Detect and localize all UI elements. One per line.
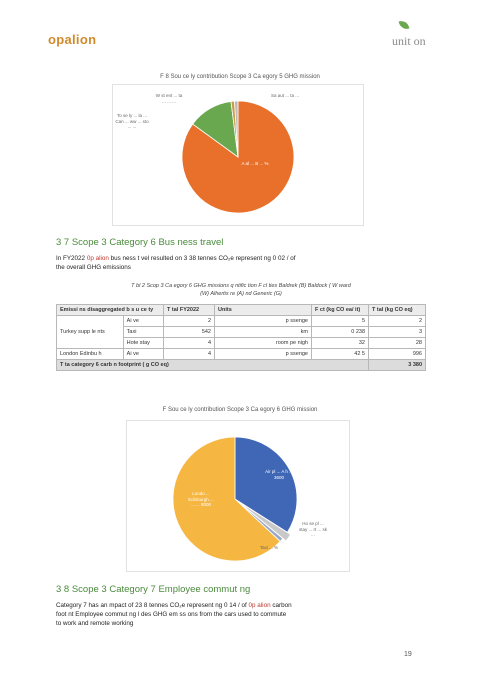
para-text: the overall GHG emissions [56, 264, 131, 271]
figure-2-caption: F Sou ce ly contribution Scope 3 Ca egory 6 GHG mission [162, 407, 318, 413]
pie2-label-right: Ho se pl ... stay ... rt ... sk ... [299, 521, 328, 537]
table-row [57, 349, 426, 360]
cell: 28 [369, 338, 426, 349]
pie2-label-bottom: Taxi ... % [259, 545, 279, 550]
cell: Hote stay [123, 338, 163, 349]
section-3-8-paragraph [56, 601, 426, 628]
unit-logo: unit on [392, 34, 426, 48]
header-cell: T tal FY2022 [164, 305, 215, 316]
table-caption-line: (W) Alhertis re (A) nd Generic (G) [200, 291, 282, 297]
para-text: foot nt Employee commut ng l des GHG em ss ons from the cars used to commute [56, 611, 287, 618]
total-value: 3 380 [369, 360, 426, 371]
pie-chart-2 [127, 421, 349, 571]
opalion-logo: opalion [48, 32, 97, 47]
header-cell: F ct (kg CO ea/ it) [312, 305, 369, 316]
group-cell: London Edinbu h [57, 349, 124, 360]
section-3-7-paragraph [56, 254, 426, 272]
para-text: bus ness t vel resulted on 3 38 tennes CO₂e represent ng 0 02 / of [108, 255, 296, 262]
header-cell: Emissi ns disaggregated b s u ce ty [57, 305, 164, 316]
emissions-table [56, 304, 426, 371]
cell: 32 [312, 338, 369, 349]
cell: 42 5 [312, 349, 369, 360]
cell: km [215, 327, 312, 338]
section-3-7-heading: 3 7 Scope 3 Category 6 Bus ness travel [56, 237, 224, 248]
figure-1-chart [112, 84, 364, 226]
header-cell: T tal (kg CO eq) [369, 305, 426, 316]
table-row [57, 316, 426, 327]
table-header-row [57, 305, 426, 316]
total-label: T ta category 6 carb n footprint ( g CO eq) [57, 360, 369, 371]
cell: Ai ve [123, 349, 163, 360]
figure-1-caption: F 8 Sou ce ly contribution Scope 3 Ca egory 5 GHG mission [160, 74, 320, 80]
para-text: In FY2022 [56, 255, 87, 262]
cell: 542 [164, 327, 215, 338]
cell: Taxi [123, 327, 163, 338]
pie2-label-yellow: Londo ... Edinburgh ... ... ... 8000 [188, 491, 214, 507]
cell: 3 [369, 327, 426, 338]
table-total-row [57, 360, 426, 371]
para-text: to work and remote working [56, 620, 134, 627]
page-number: 19 [404, 651, 412, 658]
pie1-label-top-left: W st ent ... ta ... ... ... [155, 93, 183, 104]
cell: 4 [164, 349, 215, 360]
pie1-label-top-right: Sa aut ... ta ... [271, 93, 300, 98]
para-text: Category 7 has an mpact of 23 8 tennes CO₂e represent ng 0 14 / of [56, 602, 249, 609]
company-name: 0p alion [86, 255, 109, 262]
cell: room pe nigh [215, 338, 312, 349]
cell: 2 [369, 316, 426, 327]
cell: 996 [369, 349, 426, 360]
pie1-label-inner: A al ... B ... % [241, 161, 269, 166]
cell: 2 [164, 316, 215, 327]
section-3-8-heading: 3 8 Scope 3 Category 7 Employee commut ng [56, 584, 251, 595]
leaf-icon [399, 19, 410, 31]
cell: 4 [164, 338, 215, 349]
group-cell: Turkey supp le nts [57, 316, 124, 349]
figure-2-chart [126, 420, 350, 572]
cell: 5 [312, 316, 369, 327]
pie-chart-1 [113, 85, 363, 225]
para-text: carbon [270, 602, 292, 609]
header-cell: Units [215, 305, 312, 316]
cell: 0 238 [312, 327, 369, 338]
cell: p ssenge [215, 349, 312, 360]
pie2-label-blue: Air pl ... A h ... 3600 [265, 469, 293, 480]
table-caption-line: T bl 2 Scop 3 Ca egory 6 GHG missions q ntific tion F cl ties Baldrek (B) Baldock ( W ward [131, 283, 351, 289]
table-caption [56, 282, 426, 298]
pie1-label-left: To se ly ... la ... Can ... ww ... sto ... ... [115, 113, 149, 129]
cell: p ssenge [215, 316, 312, 327]
company-name: 0p alion [248, 602, 271, 609]
cell: Ai ve [123, 316, 163, 327]
